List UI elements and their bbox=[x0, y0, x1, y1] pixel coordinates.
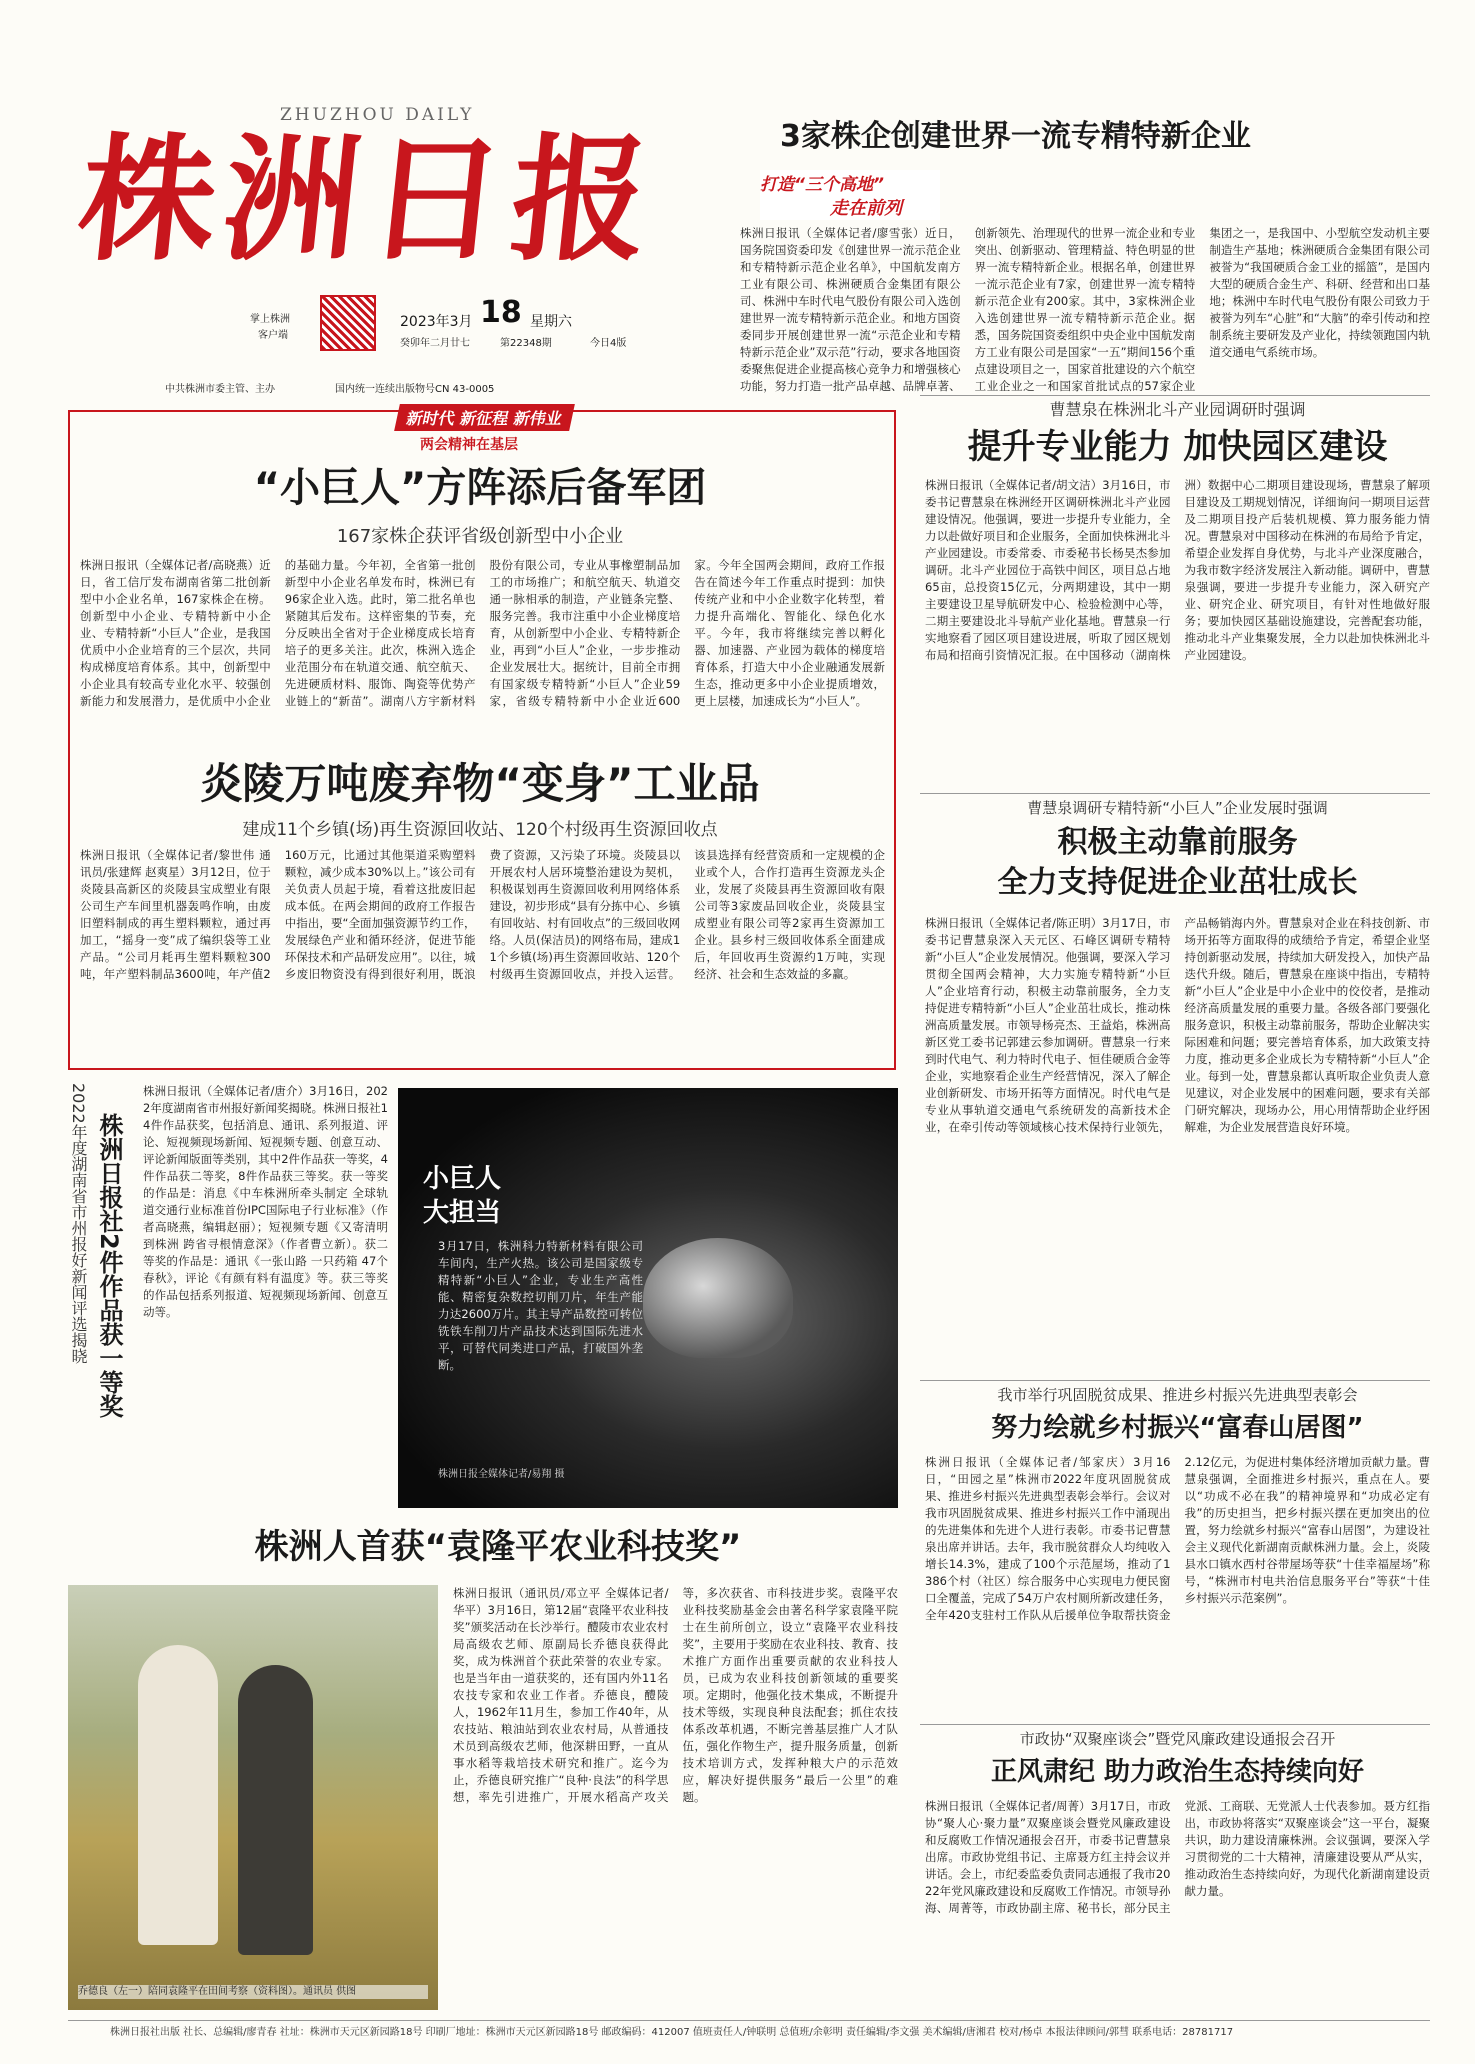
box-body-2: 株洲日报讯（全媒体记者/黎世伟 通讯员/张建辉 赵爽星）3月12日，位于炎陵县高新区的炎陵县宝成塑业有限公司生产车间里机器轰鸣作响，由废旧塑料制成的再生塑料颗粒，通过再加工，“摇身一变”成了编织袋等工业产品。“公司月耗再生塑料颗粒300吨，年产塑料制品3600吨，年产值2160万元，比通过其他渠道采购塑料颗粒，减少成本30%以上。”该公司有关负责人员起于境，看着这批废旧起成本低。在两会期间的政府工作报告中指出，要“全面加强资源节约工作，发展绿色产业和循环经济，促进节能环保技术和产品研发应用”。以往，城乡废旧物资没有得到很好利用，既浪费了资源，又污染了环境。炎陵县以开展农村人居环境整治建设为契机，积极谋划再生资源回收利用网络体系建设，初步形成“县有分拣中心、乡镇有回收站、村有回收点”的三级回收网络。人员(保洁员)的网络布局，建成11个乡镇(场)再生资源回收站、120个村级再生资源回收点，并投入运营。该县选择有经营资质和一定规模的企业或个人，合作打造再生资源龙头企业，发展了炎陵县再生资源回收有限公司等3家废品回收企业，炎陵县宝成塑业有限公司等2家再生资源加工企业。县乡村三级回收体系全面建成后，年回收再生资源约1万吨，实现经济、社会和生态效益的多赢。 bbox=[80, 848, 885, 981]
right4-kicker: 市政协“双聚座谈会”暨党风廉政建设通报会召开 bbox=[1019, 1730, 1336, 1748]
photo-title-2: 大担当 bbox=[423, 1198, 502, 1228]
photo-hand-shape bbox=[643, 1238, 793, 1358]
qr-label-2: 客户端 bbox=[258, 330, 288, 341]
bottom-story bbox=[68, 1525, 898, 2015]
box-sub-2: 建成11个乡镇(场)再生资源回收站、120个村级再生资源回收点 bbox=[242, 820, 718, 840]
photo-person-2 bbox=[238, 1665, 313, 1955]
box-banner-sub: 两会精神在基层 bbox=[420, 437, 518, 453]
photo-person-1 bbox=[138, 1645, 218, 1945]
right-story-2 bbox=[925, 797, 1430, 1372]
cn-number: 国内统一连续出版物号CN 43-0005 bbox=[335, 384, 495, 395]
divider bbox=[920, 395, 1430, 396]
issue-number: 第22348期 bbox=[500, 338, 552, 349]
box-body-1: 株洲日报讯（全媒体记者/高晓燕）近日，省工信厅发布湖南省第二批创新型中小企业名单，167家株企在榜。创新型中小企业、专精特新中小企业、专精特新“小巨人”企业，是我国优质中小企业培育的三个层次，共同构成梯度培育体系。其中，创新型中小企业具有较高专业化水平、较强创新能力和发展潜力，是优质中小企业的基础力量。今年初，全省第一批创新型中小企业名单发布时，株洲已有96家企业入选。此时，第二批名单也紧随其后发布。这样密集的节奏，充分反映出全省对于企业梯度成长培育培子的更多关注。此次，株洲入选企业范围分布在轨道交通、航空航天、先进硬质材料、服饰、陶瓷等优势产业链上的“新苗”。湖南八方宇新材料股份有限公司，专业从事橡塑制品加工的市场推广；和航空航天、轨道交通一脉相承的制造，产业链条完整、服务完善。我市注重中小企业梯度培育，从创新型中小企业、专精特新企业，再到“小巨人”企业，一步步推动企业发展壮大。据统计，目前全市拥有国家级专精特新“小巨人”企业59家，省级专精特新中小企业近600家。今年全国两会期间，政府工作报告在简述今年工作重点时提到：加快传统产业和中小企业数字化转型，着力提升高端化、智能化、绿色化水平。今年，我市将继续完善以孵化器、加速器、产业园为载体的梯度培育体系，打造大中小企业融通发展新生态，推动更多中小企业提质增效，更上层楼，加速成长为“小巨人”。 bbox=[80, 558, 885, 708]
lead-body: 株洲日报讯（全媒体记者/廖雪张）近日，国务院国资委印发《创建世界一流示范企业和专精特新示范企业名单》，中国航发南方工业有限公司、株洲硬质合金集团有限公司、株洲中车时代电气股份有限公司入选创建世界一流专精特新示范企业。和地方国资委同步开展创建世界一流“示范企业和专精特新示范企业”双示范”行动，要求各地国资委聚焦促进企业提高核心竞争力和增强核心功能，努力打造一批产品卓越、品牌卓著、创新领先、治理现代的世界一流企业和专业突出、创新驱动、管理精益、特色明显的世界一流专精特新企业。根据名单，创建世界一流示范企业有7家，创建世界一流专精特新示范企业有200家。其中，3家株洲企业入选创建世界一流专精特新示范企业。据悉，国务院国资委组织中央企业中国航发南方工业有限公司是国家“一五”期间156个重点建设项目之一，国家首批建设的六个航空工业企业之一和国家首批试点的57家企业集团之一，是我国中、小型航空发动机主要制造生产基地；株洲硬质合金集团有限公司被誉为“我国硬质合金工业的摇篮”，是国内大型的硬质合金生产、科研、经营和出口基地；株洲中车时代电气股份有限公司致力于被誉为列车“心脏”和“大脑”的牵引传动和控制系统主要研发及产业化，持续领跑国内轨道交通电气系统市场。 bbox=[740, 226, 1430, 393]
box-sub-1: 167家株企获评省级创新型中小企业 bbox=[336, 526, 624, 547]
lead-tag-1: 打造“三个高地” bbox=[760, 175, 884, 195]
divider bbox=[920, 793, 1430, 794]
side-vertical-sub: 2022年度湖南省市州报好新闻评选揭晓 bbox=[69, 1083, 88, 1364]
divider bbox=[920, 1380, 1430, 1381]
side-vertical-headline: 株洲日报社2件作品获一等奖 bbox=[95, 1113, 123, 1418]
bottom-headline: 株洲人首获“袁隆平农业科技奖” bbox=[254, 1527, 742, 1567]
footer-line: 株洲日报社出版 社长、总编辑/廖青春 社址：株洲市天元区新园路18号 印刷厂地址：株洲市天元区新园路18号 邮政编码：412007 值班责任人/钟联明 总值班/余彰明 责任编辑/李文强 美术编辑/唐湘君 校对/杨卓 本报法律顾问/郭彗 联系电话：28781717 bbox=[110, 2027, 1234, 2038]
issue-lunar: 癸卯年二月廿七 bbox=[400, 338, 470, 349]
right3-headline: 努力绘就乡村振兴“富春山居图” bbox=[991, 1413, 1364, 1443]
side-body: 株洲日报讯（全媒体记者/唐介）3月16日，2022年度湖南省市州报好新闻奖揭晓。株洲日报社14件作品获奖，包括消息、通讯、系列报道、评论、短视频现场新闻、短视频专题、创意互动、评论新闻版面等类别，其中2件作品获一等奖，4件作品获二等奖，8件作品获三等奖。获一等奖的作品是：消息《中车株洲所牵头制定 全球轨道交通行业标准首份IPC国际电子行业标准》（作者高晓燕，编辑赵丽）；短视频专题《又寄清明到株洲 跨省寻根情意深》（作者曹立新）。获二等奖的作品是：通讯《一张山路 一只药箱 47个春秋》，评论《有颜有料有温度》等。获三等奖的作品包括系列报道、短视频现场新闻、创意互动等。 bbox=[143, 1084, 388, 1319]
right2-kicker: 曹慧泉调研专精特新“小巨人”企业发展时强调 bbox=[1027, 799, 1328, 817]
masthead bbox=[60, 95, 700, 415]
box-headline-2: 炎陵万吨废弃物“变身”工业品 bbox=[200, 759, 760, 808]
right1-kicker: 曹慧泉在株洲北斗产业园调研时强调 bbox=[1049, 400, 1306, 419]
publisher: 中共株洲市委主管、主办 bbox=[165, 384, 275, 395]
right3-body: 株洲日报讯（全媒体记者/邹家庆）3月16日，“田园之星”株洲市2022年度巩固脱贫成果、推进乡村振兴先进典型表彰会举行。会议对我市巩固脱贫成果、推进乡村振兴工作中涌现出的先进集体和先进个人进行表彰。市委书记曹慧泉出席并讲话。去年，我市脱贫群众人均纯收入增长14.3%，建成了100个示范屋场，推动了1386个村（社区）综合服务中心实现电力便民窗口全覆盖，完成了54万户农村厕所新改建任务，全年420支驻村工作队从后援单位争取帮扶资金2.12亿元，为促进村集体经济增加贡献力量。曹慧泉强调，全面推进乡村振兴，重点在人。要以“功成不必在我”的精神境界和“功成必定有我”的历史担当，把乡村振兴摆在更加突出的位置，努力绘就乡村振兴“富春山居图”，为建设社会主义现代化新湖南贡献株洲力量。会上，炎陵县水口镇水西村谷带屋场等获“十佳幸福屋场”称号，“株洲市村电共治信息服务平台”等获“十佳乡村振兴示范案例”。 bbox=[925, 1455, 1430, 1622]
box-banner bbox=[370, 404, 600, 431]
photo-credit: 株洲日报全媒体记者/易翔 摄 bbox=[438, 1469, 565, 1480]
lead-headline: 3家株企创建世界一流专精特新企业 bbox=[780, 119, 1251, 154]
bottom-body: 株洲日报讯（通讯员/邓立平 全媒体记者/华平）3月16日，第12届“袁隆平农业科技奖”颁奖活动在长沙举行。醴陵市农业农村局高级农艺师、原副局长乔德良获得此奖，成为株洲首个获此荣誉的农业专家。也是当年由一道获奖的，还有国内外11名农技专家和农业工作者。乔德良，醴陵人，1962年11月生，参加工作40年，从农技站、粮油站到农业农村局，从普通技术员到高级农艺师，他深耕田野，一直从事水稻等栽培技术研究和推广。迄今为止，乔德良研究推广“良种·良法”的科学思想，率先引进推广，开展水稻高产攻关等，多次获省、市科技进步奖。袁隆平农业科技奖励基金会由著名科学家袁隆平院士在生前所创立，设立“袁隆平农业科技奖”，主要用于奖励在农业科技、教育、技术推广方面作出重要贡献的农业科技人员，已成为农业科技创新领域的重要奖项。定期时，他强化技术集成，不断提升技术等级，实现良种良法配套；抓住农技体系改革机遇，不断完善基层推广人才队伍，强化作物生产，提升服务质量，创新技术培训方式，发挥种粮大户的示范效应，解决好提供服务“最后一公里”的难题。 bbox=[453, 1586, 898, 1804]
box-banner-label: 新时代 新征程 新伟业 bbox=[395, 404, 576, 431]
field-photo-caption: 乔德良（左一）陪同袁隆平在田间考察（资料图）。通讯员 供图 bbox=[78, 1985, 428, 1999]
right2-body: 株洲日报讯（全媒体记者/陈正明）3月17日，市委书记曹慧泉深入天元区、石峰区调研专精特新“小巨人”企业发展情况。他强调，要深入学习贯彻全国两会精神，大力实施专精特新“小巨人”企业培育行动，积极主动靠前服务，全力支持促进专精特新“小巨人”企业茁壮成长，推动株洲高质量发展。市领导杨亮杰、王益焰，株洲高新区党工委书记郭建云参加调研。曹慧泉一行来到时代电气、利力特时代电子、恒佳硬质合金等企业，实地察看企业生产经营情况，深入了解企业创新研发、市场开拓等方面情况。时代电气是专业从事轨道交通电气系统研发的高新技术企业，在牵引传动等领域核心技术保持行业领先，产品畅销海内外。曹慧泉对企业在科技创新、市场开拓等方面取得的成绩给予肯定，希望企业坚持创新驱动发展，持续加大研发投入，加快产品迭代升级。随后，曹慧泉在座谈中指出，专精特新“小巨人”企业是中小企业中的佼佼者，是推动经济高质量发展的重要力量。各级各部门要强化服务意识，积极主动靠前服务，帮助企业解决实际困难和问题；要完善培育体系，加大政策支持力度，推动更多企业成长为专精特新“小巨人”企业。每到一处，曹慧泉都认真听取企业负责人意见建议，对企业发展中的困难问题，要求有关部门研究解决，现场办公，用心用情帮助企业纾困解难，为企业发展营造良好环境。 bbox=[925, 916, 1430, 1134]
lead-story bbox=[740, 110, 1430, 410]
masthead-info bbox=[210, 295, 690, 375]
right1-headline: 提升专业能力 加快园区建设 bbox=[967, 427, 1388, 467]
photo-title-1: 小巨人 bbox=[423, 1164, 502, 1194]
factory-photo bbox=[398, 1088, 898, 1508]
right4-body: 株洲日报讯（全媒体记者/周菁）3月17日，市政协“聚人心·聚力量”双聚座谈会暨党风廉政建设和反腐败工作情况通报会召开，市委书记曹慧泉出席。市政协党组书记、主席聂方红主持会议并讲话。会上，市纪委监委负责同志通报了我市2022年党风廉政建设和反腐败工作情况。市领导孙海、周菁等，市政协副主席、秘书长，部分民主党派、工商联、无党派人士代表参加。聂方红指出，市政协将落实“双聚座谈会”这一平台，凝聚共识，助力建设清廉株洲。会议强调，要深入学习贯彻党的二十大精神，清廉建设要从严从实，推动政治生态持续向好，为现代化新湖南建设贡献力量。 bbox=[925, 1799, 1430, 1915]
qr-label-1: 掌上株洲 bbox=[250, 314, 290, 325]
right-story-1 bbox=[925, 397, 1430, 787]
side-story bbox=[68, 1083, 898, 1513]
right1-body: 株洲日报讯（全媒体记者/胡文洁）3月16日，市委书记曹慧泉在株洲经开区调研株洲北斗产业园建设情况。他强调，要进一步提升专业能力，全力以赴做好项目和企业服务，全面加快株洲北斗产业园建设。市委常委、市委秘书长杨昊杰参加调研。北斗产业园位于高铁中间区，项目总占地65亩，总投资15亿元，分两期建设，其中一期主要建设卫星导航研发中心、检验检测中心等，二期主要建设北斗导航产业化基地。曹慧泉一行实地察看了园区项目建设进展，听取了园区规划布局和招商引资情况汇报。在中国移动（湖南株洲）数据中心二期项目建设现场，曹慧泉了解项目建设及工期规划情况，详细询问一期项目运营及二期项目投产后装机规模、算力服务能力情况。曹慧泉对中国移动在株洲的布局给予肯定，希望企业发挥自身优势，与北斗产业深度融合，为我市数字经济发展注入新动能。调研中，曹慧泉强调，要进一步提升专业能力，深入研究产业、研究企业、研究项目，有针对性地做好服务；要加快园区基础设施建设，完善配套功能，推动北斗产业集聚发展，全力以赴加快株洲北斗产业园建设。 bbox=[925, 478, 1430, 662]
right-story-3 bbox=[925, 1384, 1430, 1719]
masthead-title: 株洲日报 bbox=[71, 120, 665, 280]
issue-day: 18 bbox=[480, 295, 522, 330]
right2-headline-2: 全力支持促进企业茁壮成长 bbox=[997, 865, 1358, 900]
issue-pages: 今日4版 bbox=[590, 338, 627, 349]
right4-headline: 正风肃纪 助力政治生态持续向好 bbox=[990, 1757, 1365, 1787]
masthead-en-title: ZHUZHOU DAILY bbox=[280, 105, 475, 125]
right-story-4 bbox=[925, 1728, 1430, 2008]
qr-code bbox=[320, 295, 376, 351]
lead-tag-2: 走在前列 bbox=[830, 198, 902, 219]
box-headline-1: “小巨人”方阵添后备军团 bbox=[253, 465, 707, 511]
field-photo bbox=[68, 1585, 438, 2010]
box-section bbox=[68, 410, 896, 1070]
lead-tag bbox=[760, 170, 940, 220]
photo-body: 3月17日，株洲科力特新材料有限公司车间内，生产火热。该公司是国家级专精特新“小巨人”企业，专业生产高性能、精密复杂数控切削刀片，年生产能力达2600万片。其主导产品数控可转位铣铁车削刀片产品技术达到国际先进水平，可替代同类进口产品，打破国外垄断。 bbox=[438, 1239, 643, 1372]
right2-headline-1: 积极主动靠前服务 bbox=[1057, 825, 1298, 860]
right3-kicker: 我市举行巩固脱贫成果、推进乡村振兴先进典型表彰会 bbox=[997, 1386, 1358, 1404]
issue-weekday: 星期六 bbox=[530, 314, 572, 330]
footer-rule bbox=[68, 2020, 1430, 2021]
divider bbox=[920, 1724, 1430, 1725]
issue-date: 2023年3月 bbox=[400, 314, 473, 330]
